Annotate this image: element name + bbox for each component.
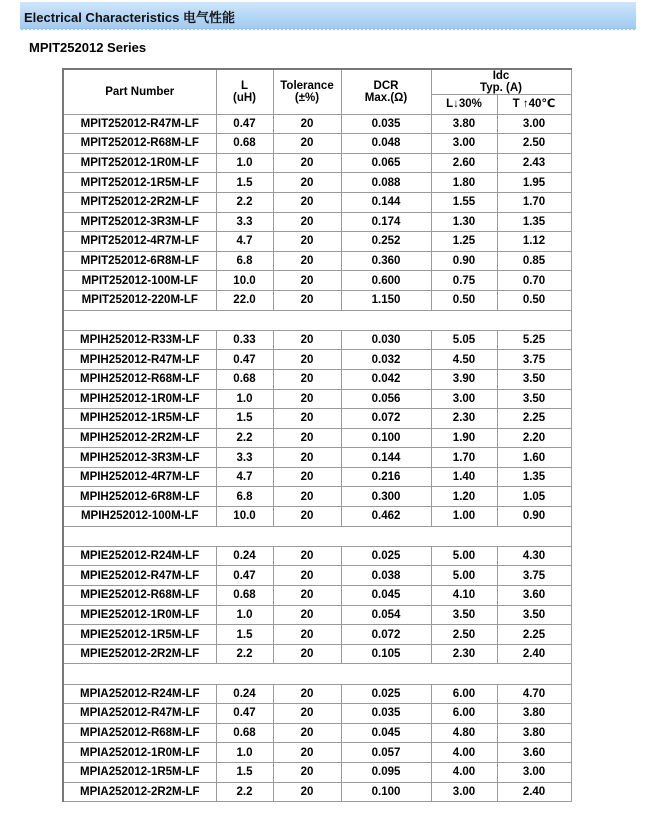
table-row [63,644,571,664]
tolerance-cell: 20 [273,605,341,625]
idc-l-cell: 1.30 [431,212,497,232]
idc-l-cell: 2.30 [431,409,497,429]
header-tolerance-unit: (±%) [294,91,320,104]
dcr-cell: 0.105 [341,644,431,664]
dcr-cell: 1.150 [341,290,431,310]
part-number-cell: MPIT252012-220M-LF [63,290,216,310]
tolerance-cell: 20 [273,684,341,704]
table-row [63,782,571,802]
dcr-cell: 0.088 [341,173,431,193]
inductance-cell: 3.3 [216,448,273,468]
tolerance-cell: 20 [273,546,341,566]
header-idc-label: Idc [492,70,510,82]
idc-l-cell: 3.00 [431,389,497,409]
table-row [63,134,571,154]
idc-l-cell: 0.75 [431,271,497,291]
part-number-cell: MPIH252012-4R7M-LF [63,467,216,487]
tolerance-cell: 20 [273,428,341,448]
idc-t-cell: 4.70 [497,684,571,704]
idc-t-cell: 1.70 [497,192,571,212]
series-title: MPIT252012 Series [29,40,147,55]
dcr-cell: 0.038 [341,566,431,586]
inductance-cell: 10.0 [216,507,273,527]
tolerance-cell: 20 [273,232,341,252]
idc-l-cell: 6.00 [431,684,497,704]
idc-t-cell: 2.25 [497,409,571,429]
section-banner [20,2,636,29]
idc-l-cell: 4.80 [431,723,497,743]
idc-l-cell: 4.50 [431,350,497,370]
dcr-cell: 0.072 [341,409,431,429]
idc-l-cell: 1.25 [431,232,497,252]
tolerance-cell: 20 [273,704,341,724]
dcr-cell: 0.025 [341,546,431,566]
table-row [63,428,571,448]
table-row [63,173,571,193]
idc-l-cell: 3.50 [431,605,497,625]
part-number-cell: MPIT252012-4R7M-LF [63,232,216,252]
tolerance-cell: 20 [273,743,341,763]
header-tolerance [273,69,341,114]
idc-t-cell: 3.50 [497,389,571,409]
tolerance-cell: 20 [273,153,341,173]
tolerance-cell: 20 [273,114,341,134]
idc-l-cell: 5.05 [431,330,497,350]
table-row [63,586,571,606]
part-number-cell: MPIT252012-1R5M-LF [63,173,216,193]
inductance-cell: 6.8 [216,487,273,507]
idc-t-cell: 4.30 [497,546,571,566]
table-row [63,487,571,507]
inductance-cell: 3.3 [216,212,273,232]
header-idc-t: T ↑40℃ [497,95,571,115]
dcr-cell: 0.072 [341,625,431,645]
idc-t-cell: 1.95 [497,173,571,193]
tolerance-cell: 20 [273,369,341,389]
part-number-cell: MPIA252012-R47M-LF [63,704,216,724]
table-row [63,212,571,232]
idc-l-cell: 1.55 [431,192,497,212]
part-number-cell: MPIH252012-1R0M-LF [63,389,216,409]
idc-t-cell: 5.25 [497,330,571,350]
idc-t-cell: 1.35 [497,212,571,232]
dcr-cell: 0.035 [341,114,431,134]
inductance-cell: 1.5 [216,762,273,782]
inductance-cell: 0.33 [216,330,273,350]
idc-t-cell: 2.50 [497,134,571,154]
dcr-cell: 0.174 [341,212,431,232]
header-tolerance-label: Tolerance [280,79,334,92]
idc-t-cell: 2.20 [497,428,571,448]
idc-t-cell: 1.05 [497,487,571,507]
part-number-cell: MPIT252012-1R0M-LF [63,153,216,173]
idc-l-cell: 0.90 [431,251,497,271]
inductance-cell: 10.0 [216,271,273,291]
idc-l-cell: 3.00 [431,134,497,154]
dcr-cell: 0.252 [341,232,431,252]
idc-l-cell: 5.00 [431,566,497,586]
electrical-characteristics-table [62,68,572,802]
part-number-cell: MPIA252012-R24M-LF [63,684,216,704]
idc-t-cell: 3.80 [497,704,571,724]
idc-l-cell: 4.10 [431,586,497,606]
idc-l-cell: 1.20 [431,487,497,507]
dcr-cell: 0.600 [341,271,431,291]
inductance-cell: 2.2 [216,644,273,664]
idc-t-cell: 1.12 [497,232,571,252]
dcr-cell: 0.056 [341,389,431,409]
idc-t-cell: 3.60 [497,586,571,606]
dcr-cell: 0.045 [341,586,431,606]
tolerance-cell: 20 [273,762,341,782]
inductance-cell: 4.7 [216,467,273,487]
table-row [63,153,571,173]
idc-t-cell: 0.85 [497,251,571,271]
table-row [63,232,571,252]
idc-t-cell: 2.25 [497,625,571,645]
table-row [63,369,571,389]
header-inductance-label: L [240,79,249,92]
part-number-cell: MPIT252012-2R2M-LF [63,192,216,212]
table-row [63,114,571,134]
table-row [63,350,571,370]
series-separator-cell [63,526,571,546]
tolerance-cell: 20 [273,644,341,664]
tolerance-cell: 20 [273,467,341,487]
tolerance-cell: 20 [273,192,341,212]
header-part-number: Part Number [63,69,216,114]
idc-l-cell: 2.30 [431,644,497,664]
table-row [63,290,571,310]
dcr-cell: 0.042 [341,369,431,389]
inductance-cell: 0.24 [216,546,273,566]
part-number-cell: MPIE252012-R47M-LF [63,566,216,586]
part-number-cell: MPIT252012-R47M-LF [63,114,216,134]
idc-t-cell: 2.40 [497,644,571,664]
table-row [63,684,571,704]
table-row [63,448,571,468]
idc-t-cell: 3.00 [497,114,571,134]
part-number-cell: MPIE252012-1R5M-LF [63,625,216,645]
part-number-cell: MPIA252012-2R2M-LF [63,782,216,802]
inductance-cell: 0.68 [216,369,273,389]
table-row [63,605,571,625]
table-row [63,723,571,743]
tolerance-cell: 20 [273,271,341,291]
inductance-cell: 0.68 [216,723,273,743]
part-number-cell: MPIH252012-100M-LF [63,507,216,527]
part-number-cell: MPIH252012-3R3M-LF [63,448,216,468]
part-number-cell: MPIT252012-3R3M-LF [63,212,216,232]
inductance-cell: 0.68 [216,134,273,154]
section-title: Electrical Characteristics 电气性能 [24,10,235,25]
dcr-cell: 0.360 [341,251,431,271]
series-separator-row [63,526,571,546]
idc-l-cell: 4.00 [431,762,497,782]
idc-l-cell: 0.50 [431,290,497,310]
table-row [63,467,571,487]
dcr-cell: 0.300 [341,487,431,507]
dcr-cell: 0.032 [341,350,431,370]
idc-l-cell: 4.00 [431,743,497,763]
dcr-cell: 0.048 [341,134,431,154]
dcr-cell: 0.057 [341,743,431,763]
dcr-cell: 0.025 [341,684,431,704]
table-row [63,507,571,527]
idc-t-cell: 3.60 [497,743,571,763]
series-separator-cell [63,664,571,684]
idc-t-cell: 1.35 [497,467,571,487]
table-row [63,192,571,212]
part-number-cell: MPIA252012-R68M-LF [63,723,216,743]
table-row [63,409,571,429]
dcr-cell: 0.216 [341,467,431,487]
inductance-cell: 1.0 [216,743,273,763]
idc-t-cell: 2.40 [497,782,571,802]
inductance-cell: 2.2 [216,192,273,212]
tolerance-cell: 20 [273,389,341,409]
idc-l-cell: 1.00 [431,507,497,527]
idc-l-cell: 1.70 [431,448,497,468]
part-number-cell: MPIT252012-R68M-LF [63,134,216,154]
inductance-cell: 1.5 [216,173,273,193]
inductance-cell: 0.47 [216,350,273,370]
part-number-cell: MPIE252012-1R0M-LF [63,605,216,625]
dcr-cell: 0.144 [341,192,431,212]
part-number-cell: MPIE252012-R24M-LF [63,546,216,566]
idc-t-cell: 3.75 [497,566,571,586]
inductance-cell: 0.47 [216,566,273,586]
table-body [63,114,571,802]
tolerance-cell: 20 [273,173,341,193]
part-number-cell: MPIH252012-R47M-LF [63,350,216,370]
tolerance-cell: 20 [273,251,341,271]
inductance-cell: 1.5 [216,625,273,645]
tolerance-cell: 20 [273,723,341,743]
dcr-cell: 0.462 [341,507,431,527]
table-row [63,546,571,566]
tolerance-cell: 20 [273,350,341,370]
inductance-cell: 1.0 [216,605,273,625]
idc-t-cell: 3.80 [497,723,571,743]
header-idc-unit: Typ. (A) [480,82,522,94]
idc-l-cell: 3.00 [431,782,497,802]
inductance-cell: 4.7 [216,232,273,252]
inductance-cell: 1.5 [216,409,273,429]
table-row [63,743,571,763]
tolerance-cell: 20 [273,409,341,429]
table-row [63,251,571,271]
part-number-cell: MPIE252012-2R2M-LF [63,644,216,664]
dcr-cell: 0.144 [341,448,431,468]
tolerance-cell: 20 [273,212,341,232]
table-row [63,389,571,409]
table-row [63,271,571,291]
tolerance-cell: 20 [273,134,341,154]
header-idc-l: L↓30% [431,95,497,115]
part-number-cell: MPIE252012-R68M-LF [63,586,216,606]
series-separator-cell [63,310,571,330]
inductance-cell: 1.0 [216,153,273,173]
inductance-cell: 1.0 [216,389,273,409]
idc-l-cell: 1.40 [431,467,497,487]
series-separator-row [63,310,571,330]
idc-l-cell: 1.90 [431,428,497,448]
header-inductance [216,69,273,114]
part-number-cell: MPIA252012-1R5M-LF [63,762,216,782]
idc-t-cell: 2.43 [497,153,571,173]
part-number-cell: MPIH252012-2R2M-LF [63,428,216,448]
table-row [63,566,571,586]
table-row [63,625,571,645]
table-row [63,330,571,350]
idc-l-cell: 5.00 [431,546,497,566]
idc-t-cell: 3.75 [497,350,571,370]
inductance-cell: 0.47 [216,114,273,134]
idc-t-cell: 3.00 [497,762,571,782]
part-number-cell: MPIH252012-R33M-LF [63,330,216,350]
part-number-cell: MPIH252012-6R8M-LF [63,487,216,507]
inductance-cell: 0.47 [216,704,273,724]
tolerance-cell: 20 [273,448,341,468]
dcr-cell: 0.054 [341,605,431,625]
idc-t-cell: 3.50 [497,369,571,389]
part-number-cell: MPIT252012-100M-LF [63,271,216,291]
tolerance-cell: 20 [273,782,341,802]
tolerance-cell: 20 [273,625,341,645]
idc-t-cell: 1.60 [497,448,571,468]
dcr-cell: 0.095 [341,762,431,782]
idc-l-cell: 2.50 [431,625,497,645]
dcr-cell: 0.030 [341,330,431,350]
table-row [63,704,571,724]
dcr-cell: 0.100 [341,428,431,448]
idc-t-cell: 0.70 [497,271,571,291]
idc-l-cell: 3.90 [431,369,497,389]
header-dcr-unit: Max.(Ω) [364,91,408,104]
dcr-cell: 0.100 [341,782,431,802]
tolerance-cell: 20 [273,290,341,310]
series-separator-row [63,664,571,684]
inductance-cell: 0.24 [216,684,273,704]
idc-l-cell: 3.80 [431,114,497,134]
idc-l-cell: 2.60 [431,153,497,173]
dcr-cell: 0.035 [341,704,431,724]
tolerance-cell: 20 [273,507,341,527]
dcr-cell: 0.045 [341,723,431,743]
tolerance-cell: 20 [273,487,341,507]
header-idc [431,69,571,95]
part-number-cell: MPIT252012-6R8M-LF [63,251,216,271]
part-number-cell: MPIH252012-R68M-LF [63,369,216,389]
tolerance-cell: 20 [273,566,341,586]
dcr-cell: 0.065 [341,153,431,173]
inductance-cell: 2.2 [216,782,273,802]
tolerance-cell: 20 [273,586,341,606]
inductance-cell: 6.8 [216,251,273,271]
part-number-cell: MPIH252012-1R5M-LF [63,409,216,429]
idc-t-cell: 0.90 [497,507,571,527]
part-number-cell: MPIA252012-1R0M-LF [63,743,216,763]
inductance-cell: 22.0 [216,290,273,310]
idc-t-cell: 0.50 [497,290,571,310]
idc-l-cell: 1.80 [431,173,497,193]
idc-t-cell: 3.50 [497,605,571,625]
idc-l-cell: 6.00 [431,704,497,724]
tolerance-cell: 20 [273,330,341,350]
banner-dotted-divider [20,28,636,31]
header-inductance-unit: (uH) [233,91,256,104]
header-dcr [341,69,431,114]
table-row [63,762,571,782]
header-dcr-label: DCR [373,79,399,92]
inductance-cell: 2.2 [216,428,273,448]
inductance-cell: 0.68 [216,586,273,606]
